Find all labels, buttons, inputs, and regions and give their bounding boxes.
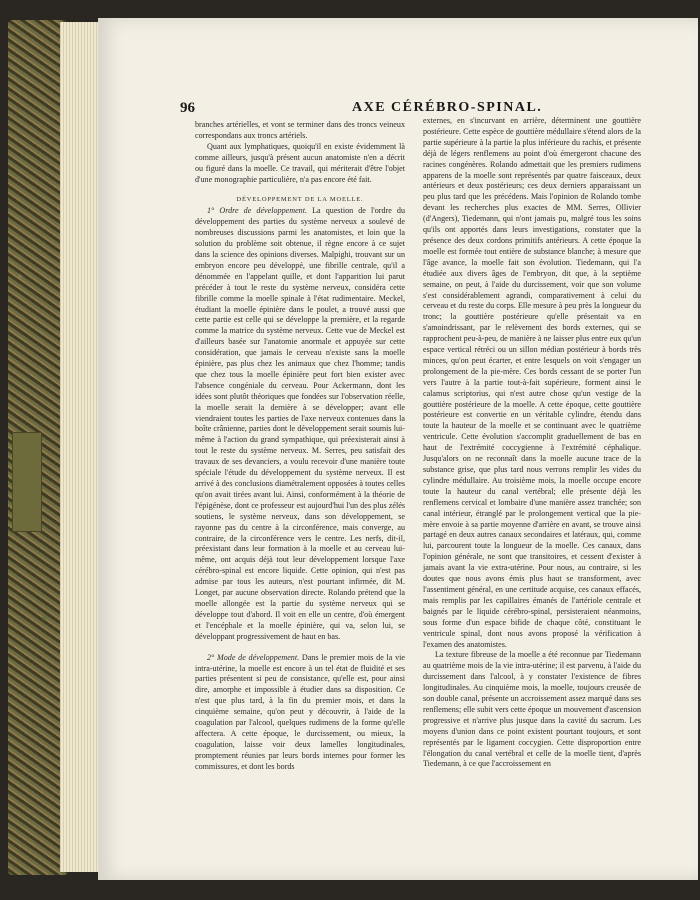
intro-paragraph: branches artérielles, et vont se terminer dans des troncs veineux correspondans aux troncs artériels. xyxy=(195,120,405,140)
right-column xyxy=(423,116,641,769)
right-paragraph-2: La texture fibreuse de la moelle a été reconnue par Tiedemann au quatrième mois de la vie intra-utérine; il est parvenu, à l'aide du durcissement dans l'alcool, à y constater l'existence de fibres longitudinales. Au cinquième mois, la moelle, toujours creusée de son double canal, présente un accroissement assez marqué dans ses renflemens; elle subit vers cette époque un mouvement d'ascension progressive et n'arrive plus jusque dans la cavité du sacrum. Les moyens d'union dans ce point existent pourtant toujours, et sont représentés par le ligament coccygien. Cette disproportion entre l'élongation du canal vertébral et celle de la moelle tient, d'après Tiedemann, à ce que l'accroissement en xyxy=(423,650,641,769)
order-label: 1° Ordre de développement. xyxy=(207,206,307,216)
right-paragraph-1: externes, en s'incurvant en arrière, déterminent une gouttière postérieure. Cette espèce de gouttière médullaire s'étend alors de la partie supérieure à la partie la plus inférieure du rachis, et présente déjà de légers renflemens au point d'où émergeront chacune des racines congénères. Rolando admettait que les premiers rudimens apparens de la moelle sont représentés par quatre faisceaux, deux antérieurs et deux postérieurs; ces deux derniers apparaissant un peu plus tard que les précédens. Mais l'opinion de Rolando tombe devant les recherches plus exactes de MM. Serres, Ollivier (d'Angers), Tiedemann, qui n'ont jamais pu, malgré tous les soins qu'ils ont apportés dans leurs investigations, constater que la présence des deux cordons primitifs antérieurs. A cette époque la moelle est formée tout entière de substance blanche; à mesure que l'âge avance, la moelle fait son évolution. Tiedemann, qui l'a étudiée aux divers âges de l'embryon, dit que, à la septième semaine, on peut, à l'aide du durcissement, voir que son volume s'est considérablement agrandi, comparativement à celui du cerveau et du reste du corps. Elle mesure à peu près la longueur du tronc; la gouttière postérieure qu'elle présentait va en s'amoindrissant, par le relèvement des bords externes, qui se rapprochent peu-à-peu, de manière à ne laisser plus entre eux qu'un espace vertical rétréci ou un sillon médian postérieur à bords très minces, qu'on peut écarter, et entre lesquels on voit s'engager un prolongement de la pie-mère. Ces bords cessant de se porter l'un vers l'autre à la partie tout-à-fait supérieure, forment ainsi le calamus scriptorius, qui n'est autre chose qu'un vestige de la gouttière postérieure de la moelle. A cette époque, cette gouttière postérieure est convertie en un véritable cylindre, étendu dans toute la hauteur de la moelle et se continuant avec le quatrième ventricule. Cette évolution s'accomplit graduellement de bas en haut de l'extrémité coccygienne à l'extrémité céphalique. Jusqu'alors on ne reconnaît dans la moelle aucune trace de la substance grise, que plus tard nous verrons remplir les vides du cylindre médullaire. Au troisième mois, la moelle occupe encore toute la hauteur du canal vertébral; elle présente déjà les renflemens cervical et lombaire d'une manière assez tranchée; son canal intérieur, étranglé par le prolongement vertical que la pie-mère envoie à sa partie moyenne d'arrière en avant, se trouve ainsi partagé en deux autres canaux secondaires et latéraux, qui, comme lui, parcourent toute la longueur de la moelle. Ces canaux, dans l'opinion générale, ne sont que transitoires, et cessent d'exister à jamais avant la vie extra-utérine. Pour nous, au contraire, si les doutes que nous avons émis plus haut se transforment, avec l'assentiment général, en une certitude acquise, ces canaux effacés, mais remplis par les capillaires émanés de l'artériole centrale et baignés par le liquide cérébro-spinal, persisteraient néanmoins, sous forme d'un espace bifide de chaque côté, constituant le ventricule spinal, dont nous avons proposé la vérification à l'examen des anatomistes. xyxy=(423,116,641,649)
page-edges xyxy=(60,22,98,872)
order-paragraph xyxy=(195,206,405,642)
order-text: La question de l'ordre du développement des parties du système nerveux a soulevé de nombreuses discussions parmi les anatomistes, et loin que la solution du problème soit obtenue, il règne encore à ce sujet dans la science des opinions diverses. Malpighi, trouvant sur un embryon encore peu développé, une fibrille centrale, qu'il a dénommée en l'appelant quille, et dont l'apparition lui parut précéder à tout le reste du système nerveux, considéra cette fibrille comme la moelle spinale à l'état rudimentaire. Meckel, étudiant la moelle épinière dans le poulet, a trouvé aussi que cette partie est celle qui se développe la première, et la regarde comme la matrice du système nerveux. Cette vue de Meckel est d'ailleurs basée sur l'anatomie anormale et appuyée sur cette considération, que jamais le cerveau n'existe sans la moelle épinière, pas plus chez les animaux que chez l'homme; tandis que chez tous la moelle épinière peut fort bien exister avec l'absence congéniale du cerveau. Pour Ackermann, dont les idées sont plutôt théoriques que fondées sur l'observation réelle, la moelle serait la dernière à se développer; avant elle viendraient toutes les parties de l'axe nerveux contenues dans la boîte crânienne, parties dont le développement serait soumis lui-même à l'action du grand sympathique, qui préexisterait ainsi à tout le reste du système nerveux. M. Serres, peu satisfait des travaux de ses devanciers, a voulu recevoir d'une manière toute spéciale l'étude du développement du système nerveux. Il est arrivé à des conclusions diamétralement opposées à toutes celles qu'on avait tirées avant lui. Ainsi, conformément à la théorie de l'épigénèse, dont ce professeur est aujourd'hui l'un des plus zélés soutiens, le système nerveux, dans son développement, se rayonne pas du centre à la circonférence, mais converge, au contraire, de la circonférence vers le centre. Les nerfs, dit-il, préexistant dans leur formation à la moelle et au cerveau lui-même, ont acquis déjà tout leur développement lorsque l'axe cérébro-spinal est encore liquide. Cette opinion, qui n'est pas admise par tous les auteurs, n'est pourtant infirmée, dit M. Longet, par aucune observation directe. Rolando prétend que la moelle allongée est la partie du système nerveux qui se développe tout d'abord. Il voit en elle un centre, d'où émergent et l'encéphale et la moelle épinière, qui va, selon lui, se développant progressivement de haut en bas. xyxy=(195,206,405,641)
lymphatics-paragraph: Quant aux lymphatiques, quoiqu'il en existe évidemment là comme ailleurs, jusqu'à présent aucun anatomiste n'en a décrit ou figuré dans la moelle. Ce travail, qui mériterait d'être l'objet d'une monographie particulière, n'a pas encore été fait. xyxy=(195,141,405,184)
mode-text: Dans le premier mois de la vie intra-utérine, la moelle est encore à un tel état de fluidité et ses parties présentent si peu de consistance, qu'elle est, pour ainsi dire, amorphe et impossible à étudier dans sa disposition. Ce n'est que plus tard, à la fin du premier mois, et dans la cinquième semaine, qu'on peut y découvrir, à l'aide de la coagulation par l'alcool, quelques rudimens de la forme qu'elle affectera. A cette époque, le durcissement, ou mieux, la coagulation, laisse voir deux lamelles longitudinales, promptement réunies par leurs bords internes pour former les commissures, et dont les bords xyxy=(195,652,405,771)
bookmark-tab xyxy=(12,432,42,532)
mode-label: 2° Mode de développement. xyxy=(207,652,300,662)
page-number: 96 xyxy=(180,100,195,116)
running-title: AXE CÉRÉBRO-SPINAL. xyxy=(352,100,543,115)
left-column xyxy=(195,120,405,771)
section-title: DÉVELOPPEMENT DE LA MOELLE. xyxy=(236,196,364,204)
mode-paragraph xyxy=(195,653,405,773)
